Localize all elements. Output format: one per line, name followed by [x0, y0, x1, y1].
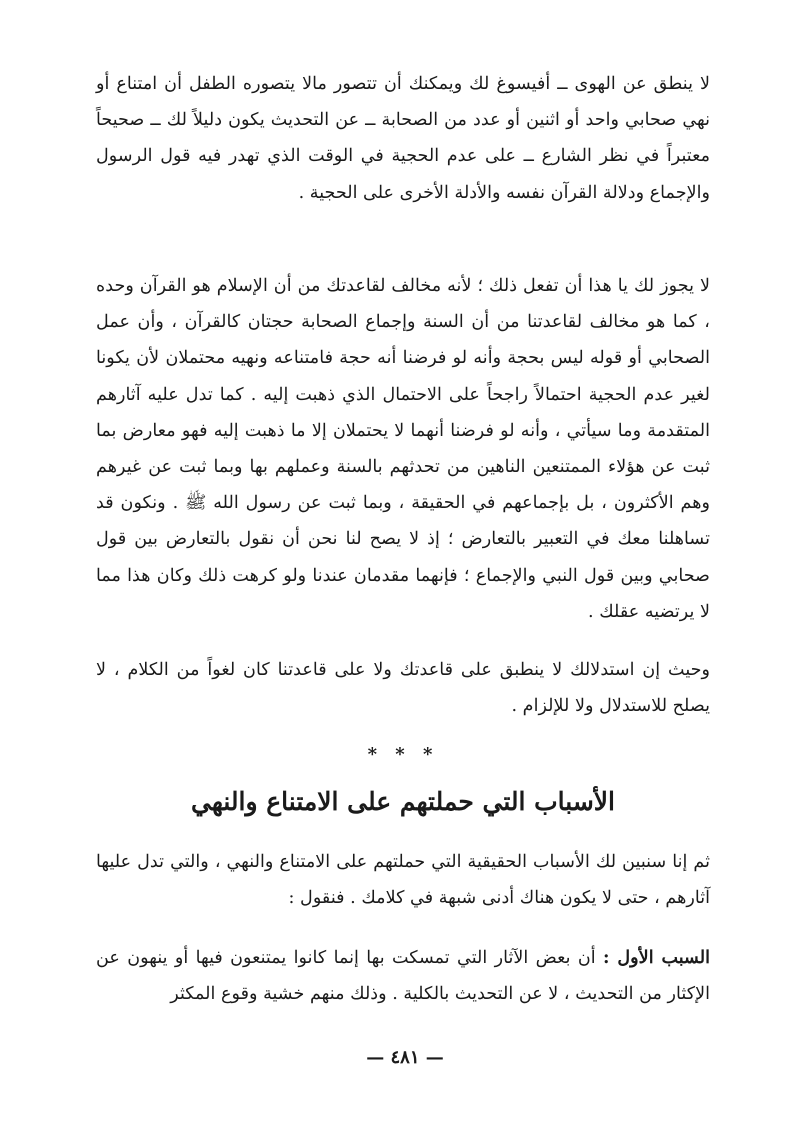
section-separator: * * * — [367, 744, 439, 765]
paragraph-2: لا يجوز لك يا هذا أن تفعل ذلك ؛ لأنه مخالف لقاعدتك من أن الإسلام هو القرآن وحده ، كما هو مخالف لقاعدتنا من أن السنة وإجماع الصحابة حجتان كالقرآن ، وأن عمل الصحابي أو قوله ليس بحجة وأنه لو فرضنا أنه حجة فامتناعه ونهيه محتملان لأن يكونا لغير عدم الحجية احتمالاً راجحاً على الاحتمال الذي ذهبت إليه . كما تدل عليه آثارهم المتقدمة وما سيأتي ، وأنه لو فرضنا أنهما لا يحتملان إلا ما ذهبت إليه فهو معارض بما ثبت عن هؤلاء الممتنعين الناهين من تحدثهم بالسنة وعملهم بها وبما ثبت عن غيرهم وهم الأكثرون ، بل بإجماعهم في الحقيقة ، وبما ثبت عن رسول الله ﷺ . ونكون قد تساهلنا معك في التعبير بالتعارض ؛ إذ لا يصح لنا نحن أن نقول بالتعارض بين قول صحابي وبين قول النبي والإجماع ؛ فإنهما مقدمان عندنا ولو كرهت ذلك وكان هذا مما لا يرتضيه عقلك . — [96, 276, 710, 622]
page-number: — ٤٨١ — — [366, 1047, 444, 1068]
paragraph-4: ثم إنا سنبين لك الأسباب الحقيقية التي حملتهم على الامتناع والنهي ، والتي تدل عليها آثارهم ، حتى لا يكون هناك أدنى شبهة في كلامك . فنقول : — [96, 852, 710, 909]
paragraph-1: لا ينطق عن الهوى ــ أفيسوغ لك ويمكنك أن تتصور مالا يتصوره الطفل أن امتناع أو نهي صحابي واحد أو اثنين أو عدد من الصحابة ــ عن التحديث يكون دليلاً لك ــ صحيحاً معتبراً في نظر الشارع ــ على عدم الحجية في الوقت الذي تهدر فيه قول الرسول والإجماع ودلالة القرآن نفسه والأدلة الأخرى على الحجية . — [96, 74, 710, 203]
paragraph-5 — [96, 940, 710, 1016]
paragraph-3: وحيث إن استدلالك لا ينطبق على قاعدتك ولا على قاعدتنا كان لغواً من الكلام ، لا يصلح للاستدلال ولا للإلزام . — [96, 660, 710, 717]
first-reason-label: السبب الأول : — [603, 947, 710, 968]
section-heading: الأسباب التي حملتهم على الامتناع والنهي — [191, 787, 615, 816]
first-reason-text: أن بعض الآثار التي تمسكت بها إنما كانوا يمتنعون فيها أو ينهون عن الإكثار من التحديث ، لا عن التحديث بالكلية . وذلك منهم خشية وقوع المكثر — [96, 948, 710, 1005]
